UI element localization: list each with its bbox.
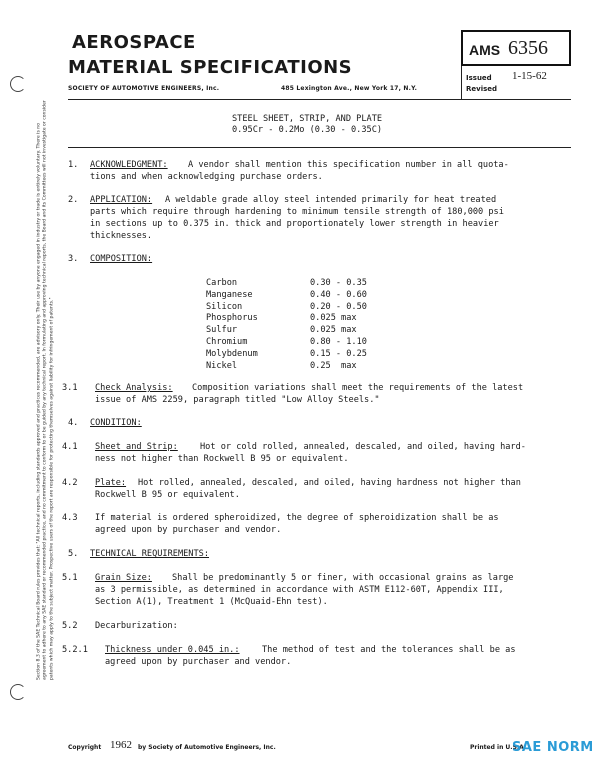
s42-line-1: Hot rolled, annealed, descaled, and oiled, having hardness not higher than [138,478,521,488]
composition-element: Molybdenum [206,348,258,359]
composition-range: 0.40 - 0.60 [310,289,367,300]
s521-num: 5.2.1 [62,645,88,655]
side-note-text: Section 8.3 of the SAE Technical Board rules provides that: "All technical reports, including standards approved and practices recommended, are advisory only. Their use by anyone engaged in industry or trade is entirely voluntary. There is no agreement to adhere to any SAE standard or recommended practice, and no commitment to conform to or be guided by any technical report. In formulating and approving technical reports, the Board and its Committees will not investigate or consider patents which may apply to the subject matter. Prospective users of the report are responsible for protecting themselves against liability for infringement of patents." [36,100,55,680]
s31-num: 3.1 [62,383,78,393]
s51-heading: Grain Size: [95,573,152,583]
s4-heading: CONDITION: [90,418,142,428]
composition-element: Silicon [206,301,243,312]
ams-number-box [461,30,571,66]
s2-line-1: A weldable grade alloy steel intended primarily for heat treated [165,195,497,205]
s1-num: 1. [68,160,79,170]
ams-label: AMS [469,42,501,58]
s42-num: 4.2 [62,478,78,488]
s521-heading: Thickness under 0.045 in.: [105,645,240,655]
s43-line-2: agreed upon by purchaser and vendor. [95,525,282,535]
footer-printed: Printed in U.S.A. [470,744,527,751]
s5-num: 5. [68,549,79,559]
footer-year: 1962 [110,739,132,751]
s41-line-2: ness not higher than Rockwell B 95 or equivalent. [95,454,349,464]
s2-line-2: parts which require through hardening to minimum tensile strength of 180,000 psi [90,207,504,217]
header-material-specs: MATERIAL SPECIFICATIONS [68,57,353,78]
s5-heading: TECHNICAL REQUIREMENTS: [90,549,209,559]
title-line-2: 0.95Cr - 0.2Mo (0.30 - 0.35C) [232,125,383,135]
s31-line-1: Composition variations shall meet the requirements of the latest [192,383,524,393]
s41-heading: Sheet and Strip: [95,442,178,452]
s41-num: 4.1 [62,442,78,452]
s51-num: 5.1 [62,573,78,583]
ams-number: 6356 [508,37,548,59]
issued-label: Issued [466,74,492,82]
s31-heading: Check Analysis: [95,383,173,393]
composition-range: 0.30 - 0.35 [310,278,367,288]
s42-heading: Plate: [95,478,127,488]
s43-line-1: If material is ordered spheroidized, the degree of spheroidization shall be as [95,513,499,523]
composition-element: Sulfur [206,325,238,336]
s2-line-3: in sections up to 0.375 in. thick and proportionately lower strength in heavier [90,219,499,229]
punch-hole-icon [10,684,26,700]
header-rule [68,99,571,100]
s4-num: 4. [68,418,79,428]
composition-range: 0.15 - 0.25 [310,348,367,359]
s41-line-1: Hot or cold rolled, annealed, descaled, and oiled, having hard- [200,442,526,452]
composition-element: Phosphorus [206,313,258,324]
s52-heading: Decarburization: [95,621,178,631]
s31-line-2: issue of AMS 2259, paragraph titled "Low Alloy Steels." [95,395,380,405]
header-aerospace: AEROSPACE [72,32,196,53]
composition-element: Chromium [206,337,248,347]
s42-line-2: Rockwell B 95 or equivalent. [95,490,240,500]
composition-element: Manganese [206,289,253,300]
s521-line-1: The method of test and the tolerances shall be as [262,645,516,655]
composition-element: Nickel [206,360,238,371]
s2-num: 2. [68,195,79,205]
s3-heading: COMPOSITION: [90,254,153,264]
title-line-1: STEEL SHEET, STRIP, AND PLATE [232,114,383,124]
s521-line-2: agreed upon by purchaser and vendor. [105,657,292,667]
s52-num: 5.2 [62,621,78,631]
s1-line-1: A vendor shall mention this specification number in all quota- [188,160,509,170]
revised-label: Revised [466,85,498,93]
s2-line-4: thicknesses. [90,231,153,241]
header-address: 485 Lexington Ave., New York 17, N.Y. [281,85,418,92]
composition-range: 0.25 max [310,360,357,371]
issued-date: 1-15-62 [512,70,547,82]
composition-range: 0.025 max [310,325,357,336]
composition-range: 0.80 - 1.10 [310,337,367,347]
s1-heading: ACKNOWLEDGMENT: [90,160,168,170]
footer-copyright-by: by Society of Automotive Engineers, Inc. [138,744,276,751]
composition-range: 0.20 - 0.50 [310,301,367,312]
s3-num: 3. [68,254,79,264]
footer-copyright-label: Copyright [68,744,102,751]
s43-num: 4.3 [62,513,78,523]
watermark-logo: SAE NORM [512,740,594,755]
s2-heading: APPLICATION: [90,195,153,205]
composition-element: Carbon [206,278,238,288]
header-divider [461,66,462,99]
composition-range: 0.025 max [310,313,357,324]
s51-line-2: as 3 permissible, as determined in accordance with ASTM E112-60T, Appendix III, [95,585,504,595]
header-society: SOCIETY OF AUTOMOTIVE ENGINEERS, Inc. [68,85,220,92]
s51-line-3: Section A(1), Treatment 1 (McQuaid-Ehn test). [95,597,328,607]
s1-line-2: tions and when acknowledging purchase orders. [90,172,323,182]
s51-line-1: Shall be predominantly 5 or finer, with occasional grains as large [172,573,514,583]
title-rule [68,147,571,148]
punch-hole-icon [10,76,26,92]
